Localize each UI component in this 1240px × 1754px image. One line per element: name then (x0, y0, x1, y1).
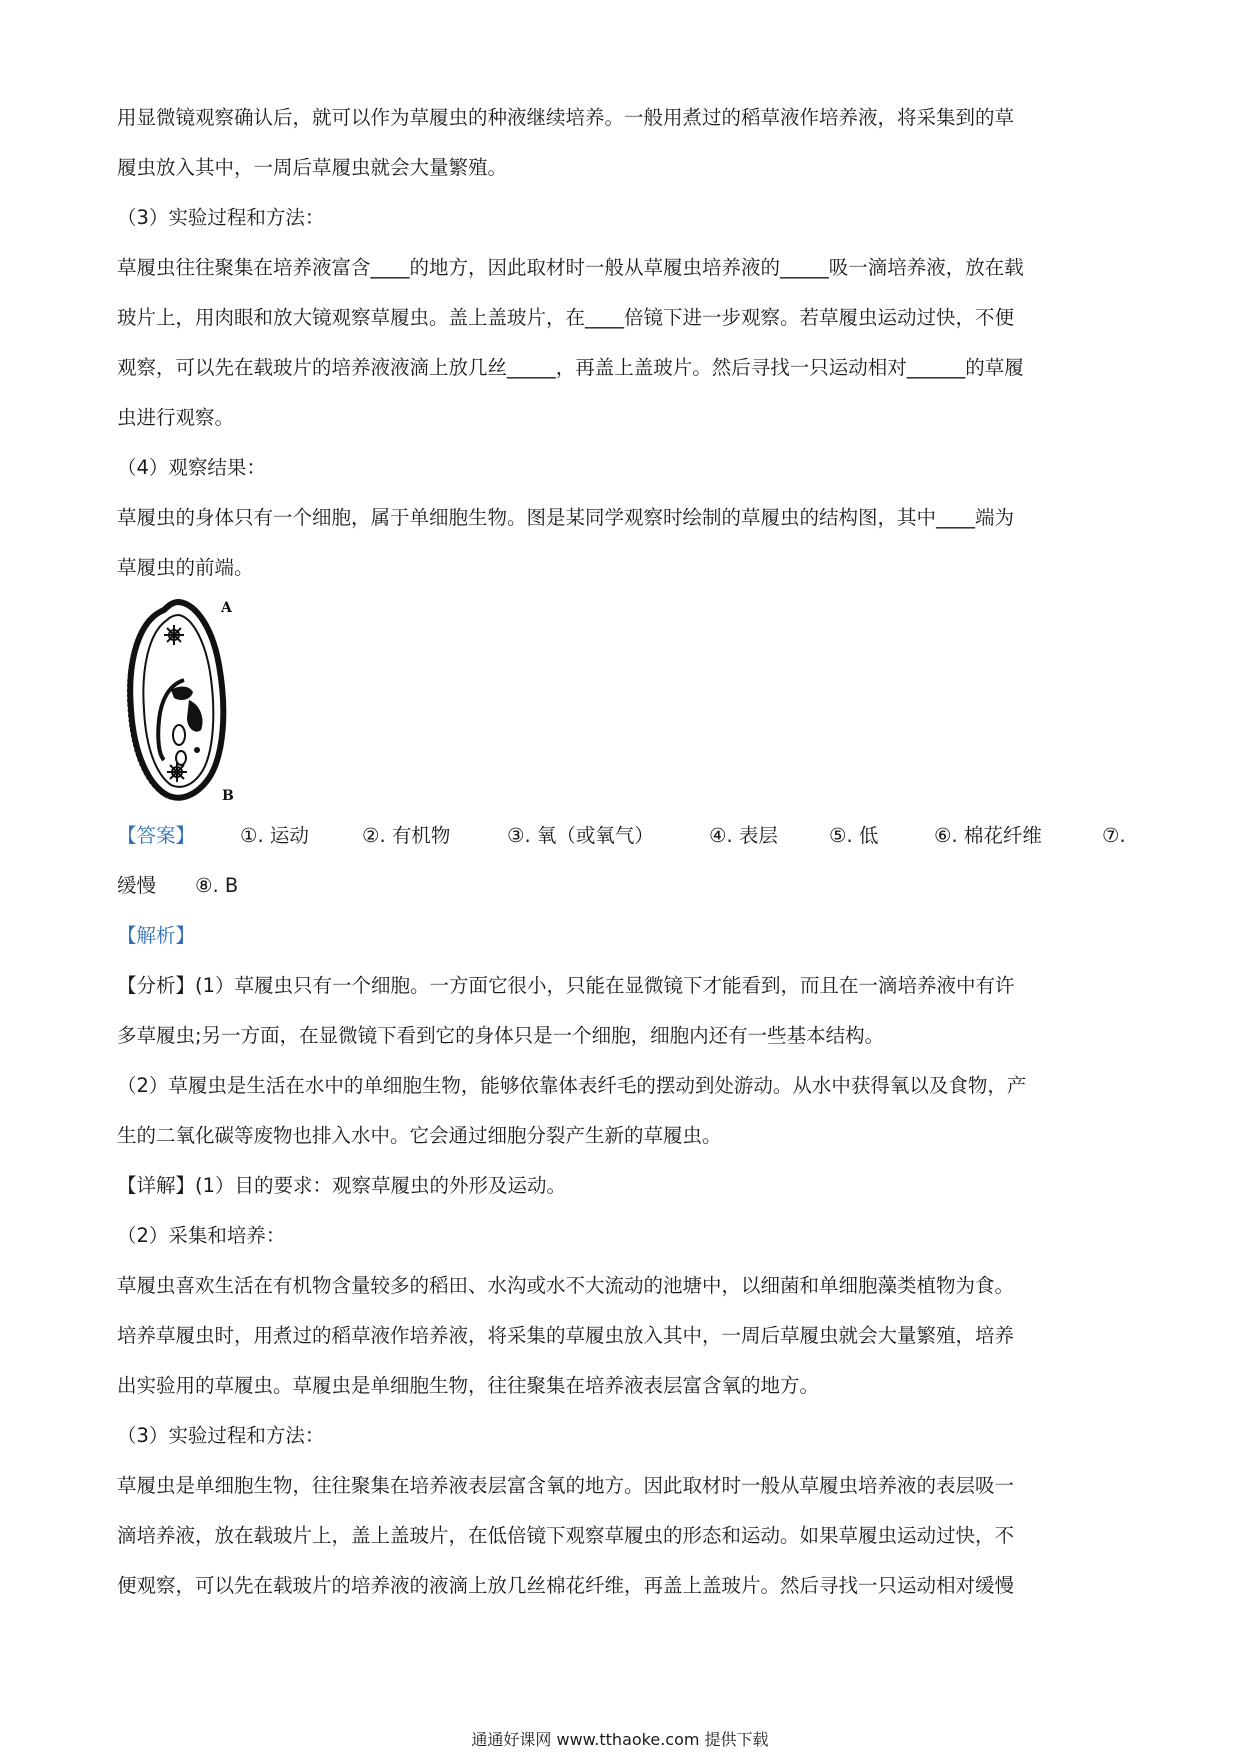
answer-item: ⑧. B (195, 874, 239, 897)
analysis-label: 【解析】 (117, 924, 196, 947)
text-line: （2）采集和培养： (117, 1224, 286, 1247)
answer-item: ⑦. (1102, 824, 1126, 847)
text-line: 观察，可以先在载玻片的培养液液滴上放几丝_____，再盖上盖玻片。然后寻找一只运动相对______的草履 (117, 356, 1024, 379)
answer-item: ③. 氧（或氧气） (507, 824, 654, 847)
text-line: 培养草履虫时，用煮过的稻草液作培养液，将采集的草履虫放入其中，一周后草履虫就会大量繁殖，培养 (117, 1324, 1015, 1347)
document-page (117, 0, 1127, 1754)
answer-label: 【答案】 (117, 824, 196, 847)
answer-item: ⑤. 低 (829, 824, 879, 847)
answer-line-2 (117, 861, 1127, 911)
text-line: （3）实验过程和方法： (117, 1424, 325, 1447)
label-a: A (221, 600, 232, 616)
text-line: 【分析】(1）草履虫只有一个细胞。一方面它很小，只能在显微镜下才能看到，而且在一滴培养液中有许 (117, 974, 1015, 997)
paramecium-diagram (119, 590, 249, 805)
text-line: 草履虫往往聚集在培养液富含____的地方，因此取材时一般从草履虫培养液的_____吸一滴培养液，放在载 (117, 256, 1024, 279)
answer-item: ①. 运动 (240, 824, 309, 847)
text-line: 出实验用的草履虫。草履虫是单细胞生物，往往聚集在培养液表层富含氧的地方。 (117, 1374, 820, 1397)
page-footer: 通通好课网 www.tthaoke.com 提供下载 (471, 1730, 769, 1749)
answer-item: ④. 表层 (709, 824, 778, 847)
text-line: 用显微镜观察确认后，就可以作为草履虫的种液继续培养。一般用煮过的稻草液作培养液，将采集到的草 (117, 106, 1015, 129)
text-line: 草履虫的身体只有一个细胞，属于单细胞生物。图是某同学观察时绘制的草履虫的结构图，其中____端为 (117, 506, 1015, 529)
text-line: （3）实验过程和方法： (117, 206, 325, 229)
label-b: B (222, 788, 234, 804)
text-line: 履虫放入其中，一周后草履虫就会大量繁殖。 (117, 156, 508, 179)
answer-item: 缓慢 (117, 874, 157, 897)
text-line: 滴培养液，放在载玻片上，盖上盖玻片，在低倍镜下观察草履虫的形态和运动。如果草履虫运动过快，不 (117, 1524, 1015, 1547)
text-line: 玻片上，用肉眼和放大镜观察草履虫。盖上盖玻片，在____倍镜下进一步观察。若草履虫运动过快，不便 (117, 306, 1015, 329)
text-line: 虫进行观察。 (117, 406, 235, 429)
text-line: 草履虫是单细胞生物，往往聚集在培养液表层富含氧的地方。因此取材时一般从草履虫培养液的表层吸一 (117, 1474, 1015, 1497)
text-line: 便观察，可以先在载玻片的培养液的液滴上放几丝棉花纤维，再盖上盖玻片。然后寻找一只运动相对缓慢 (117, 1574, 1015, 1597)
answer-item: ⑥. 棉花纤维 (934, 824, 1042, 847)
answer-block (117, 811, 1127, 961)
text-line: （4）观察结果： (117, 456, 266, 479)
text-line: 草履虫的前端。 (117, 556, 254, 579)
text-line: 多草履虫;另一方面，在显微镜下看到它的身体只是一个细胞，细胞内还有一些基本结构。 (117, 1024, 885, 1047)
text-line: 【详解】(1）目的要求：观察草履虫的外形及运动。 (117, 1174, 567, 1197)
text-line: 生的二氧化碳等废物也排入水中。它会通过细胞分裂产生新的草履虫。 (117, 1124, 722, 1147)
answer-line-1 (117, 811, 1127, 861)
answer-item: ②. 有机物 (362, 824, 451, 847)
analysis-block (117, 961, 1127, 1611)
question-text-block (117, 93, 1127, 593)
text-line: 草履虫喜欢生活在有机物含量较多的稻田、水沟或水不大流动的池塘中，以细菌和单细胞藻类植物为食。 (117, 1274, 1015, 1297)
text-line: （2）草履虫是生活在水中的单细胞生物，能够依靠体表纤毛的摆动到处游动。从水中获得氧以及食物，产 (117, 1074, 1027, 1097)
